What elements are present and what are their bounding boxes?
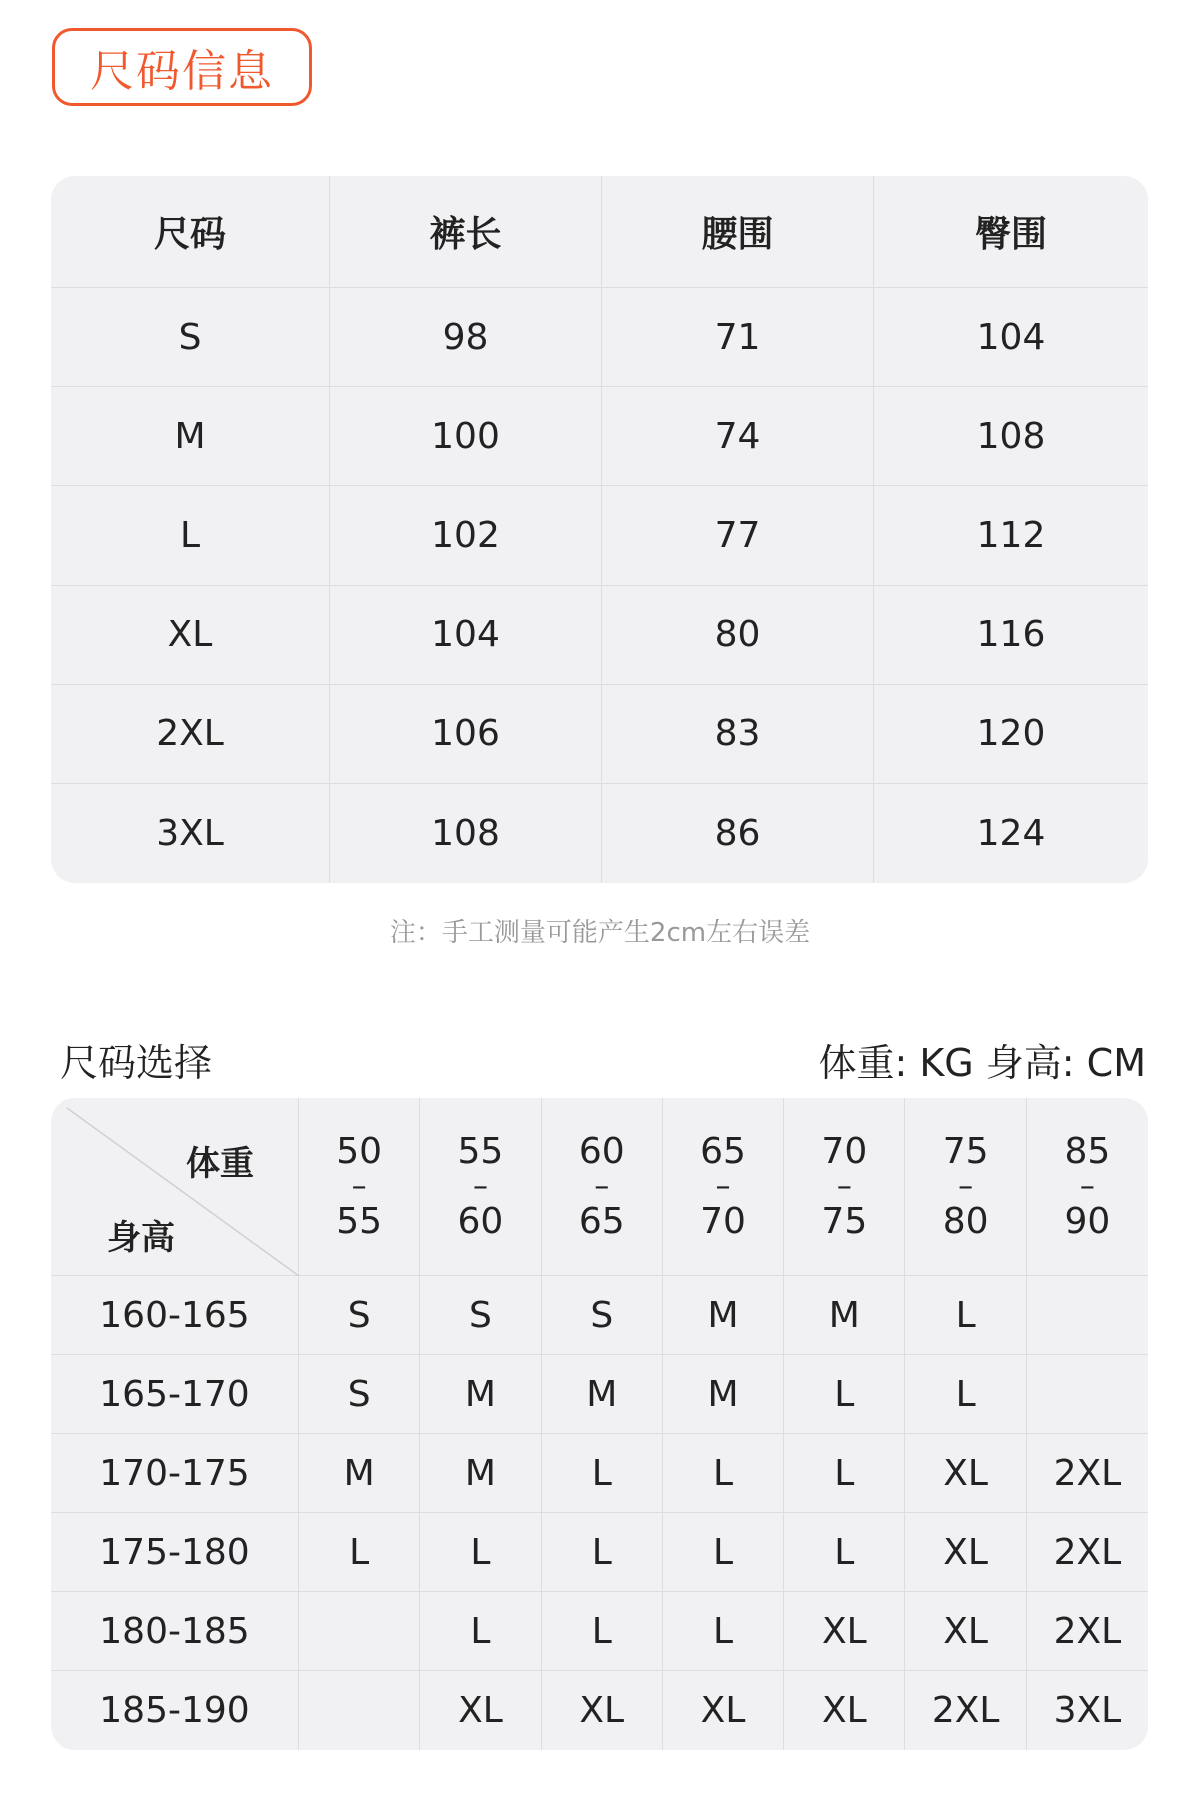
size-recommendation-cell: L (784, 1434, 905, 1513)
size-recommendation-cell: 2XL (1027, 1434, 1148, 1513)
size-recommendation-cell (1027, 1276, 1148, 1355)
size-recommendation-cell: L (420, 1592, 541, 1671)
table-cell: 74 (602, 387, 874, 486)
column-header: 臀围 (874, 176, 1148, 288)
size-recommendation-cell: S (299, 1276, 420, 1355)
size-recommendation-cell: L (784, 1355, 905, 1434)
size-recommendation-cell: XL (784, 1592, 905, 1671)
height-range-label: 180-185 (51, 1592, 299, 1671)
weight-range-header (905, 1098, 1026, 1276)
size-recommendation-cell: XL (784, 1671, 905, 1750)
column-header: 腰围 (602, 176, 874, 288)
size-recommendation-cell: L (663, 1592, 784, 1671)
table-cell: 80 (602, 586, 874, 685)
weight-to: 55 (336, 1200, 383, 1242)
table-cell: 112 (874, 486, 1148, 585)
weight-from: 85 (1064, 1130, 1111, 1172)
size-recommendation-cell: XL (905, 1434, 1026, 1513)
size-recommendation-cell: L (663, 1513, 784, 1592)
table-cell: S (51, 288, 330, 387)
weight-sep: – (958, 1168, 974, 1204)
size-recommendation-cell: 3XL (1053, 1690, 1122, 1731)
section-title-size-info: 尺码信息 (52, 28, 312, 106)
size-recommendation-cell: XL (420, 1671, 541, 1750)
table-cell: 71 (602, 288, 874, 387)
height-range-label: 165-170 (51, 1355, 299, 1434)
table-cell: 104 (330, 586, 602, 685)
size-recommendation-cell: 2XL (1027, 1592, 1148, 1671)
table-cell: XL (51, 586, 330, 685)
weight-to: 90 (1064, 1200, 1111, 1242)
table-cell: 124 (976, 813, 1046, 855)
weight-sep: – (1079, 1168, 1095, 1204)
size-recommendation-cell: S (299, 1355, 420, 1434)
weight-from: 55 (457, 1130, 504, 1172)
size-recommendation-cell (299, 1671, 420, 1750)
table-cell: 116 (874, 586, 1148, 685)
weight-range-header (542, 1098, 663, 1276)
column-header: 尺码 (51, 176, 330, 288)
weight-range-header (663, 1098, 784, 1276)
table-cell: 100 (330, 387, 602, 486)
table-cell: 83 (602, 685, 874, 784)
size-recommendation-cell: L (299, 1513, 420, 1592)
weight-from: 65 (700, 1130, 746, 1172)
size-recommendation-cell (299, 1592, 420, 1671)
size-recommendation-cell: L (542, 1592, 663, 1671)
diagonal-divider (51, 1098, 299, 1276)
size-recommendation-cell: S (542, 1276, 663, 1355)
weight-range-header (784, 1098, 905, 1276)
size-measurement-table (51, 176, 1148, 883)
weight-range-header (299, 1098, 420, 1276)
table-cell: 98 (330, 288, 602, 387)
table-cell: 104 (874, 288, 1148, 387)
table-cell: 77 (602, 486, 874, 585)
size-recommendation-cell: XL (663, 1671, 784, 1750)
weight-to: 60 (457, 1200, 504, 1242)
table-cell: 108 (330, 784, 602, 883)
size-recommendation-cell: XL (542, 1671, 663, 1750)
weight-sep: – (594, 1168, 610, 1204)
corner-weight-label: 体重 (186, 1144, 254, 1184)
weight-sep: – (715, 1168, 731, 1204)
size-selection-table (51, 1098, 1148, 1750)
size-recommendation-cell: L (905, 1355, 1026, 1434)
size-recommendation-cell: 2XL (905, 1671, 1026, 1750)
size-recommendation-cell: XL (905, 1513, 1026, 1592)
table-cell: 86 (602, 784, 874, 883)
table-cell: 2XL (51, 685, 330, 784)
measurement-note: 注：手工测量可能产生2cm左右误差 (389, 918, 811, 948)
size-recommendation-cell: L (542, 1513, 663, 1592)
table-cell: 3XL (51, 784, 330, 883)
weight-to: 80 (942, 1200, 989, 1242)
size-recommendation-cell: L (420, 1513, 541, 1592)
size-recommendation-cell: M (420, 1355, 541, 1434)
size-recommendation-cell: M (663, 1355, 784, 1434)
size-recommendation-cell: M (663, 1276, 784, 1355)
table-cell: 120 (874, 685, 1148, 784)
weight-range-header (1027, 1098, 1148, 1276)
size-recommendation-cell: M (299, 1434, 420, 1513)
weight-to: 70 (700, 1200, 746, 1242)
size-recommendation-cell: L (784, 1513, 905, 1592)
height-range-label: 185-190 (51, 1671, 299, 1750)
weight-sep: – (351, 1168, 367, 1204)
size-recommendation-cell: L (663, 1434, 784, 1513)
weight-to: 65 (578, 1200, 625, 1242)
size-recommendation-cell: L (905, 1276, 1026, 1355)
height-range-label: 170-175 (51, 1434, 299, 1513)
size-recommendation-cell (1027, 1355, 1148, 1434)
weight-range-header (420, 1098, 541, 1276)
size-recommendation-cell: L (542, 1434, 663, 1513)
table-cell: L (51, 486, 330, 585)
size-recommendation-cell: M (420, 1434, 541, 1513)
section-title-size-selection: 尺码选择 (60, 1041, 213, 1085)
size-recommendation-cell: M (784, 1276, 905, 1355)
table-cell: 108 (874, 387, 1148, 486)
units-label: 体重: KG 身高: CM (818, 1041, 1146, 1085)
weight-from: 50 (336, 1130, 383, 1172)
size-recommendation-cell: M (542, 1355, 663, 1434)
weight-from: 60 (578, 1130, 625, 1172)
table-cell: 106 (330, 685, 602, 784)
weight-from: 70 (821, 1130, 868, 1172)
height-range-label: 160-165 (51, 1276, 299, 1355)
size-recommendation-cell: XL (905, 1592, 1026, 1671)
corner-header (51, 1098, 299, 1276)
weight-from: 75 (942, 1130, 989, 1172)
size-recommendation-cell: 2XL (1027, 1513, 1148, 1592)
column-header: 裤长 (330, 176, 602, 288)
table-cell: M (51, 387, 330, 486)
height-range-label: 175-180 (51, 1513, 299, 1592)
table-cell: 102 (330, 486, 602, 585)
size-recommendation-cell: S (420, 1276, 541, 1355)
weight-sep: – (472, 1168, 488, 1204)
corner-height-label: 身高 (107, 1218, 175, 1258)
weight-to: 75 (821, 1200, 868, 1242)
weight-sep: – (836, 1168, 852, 1204)
